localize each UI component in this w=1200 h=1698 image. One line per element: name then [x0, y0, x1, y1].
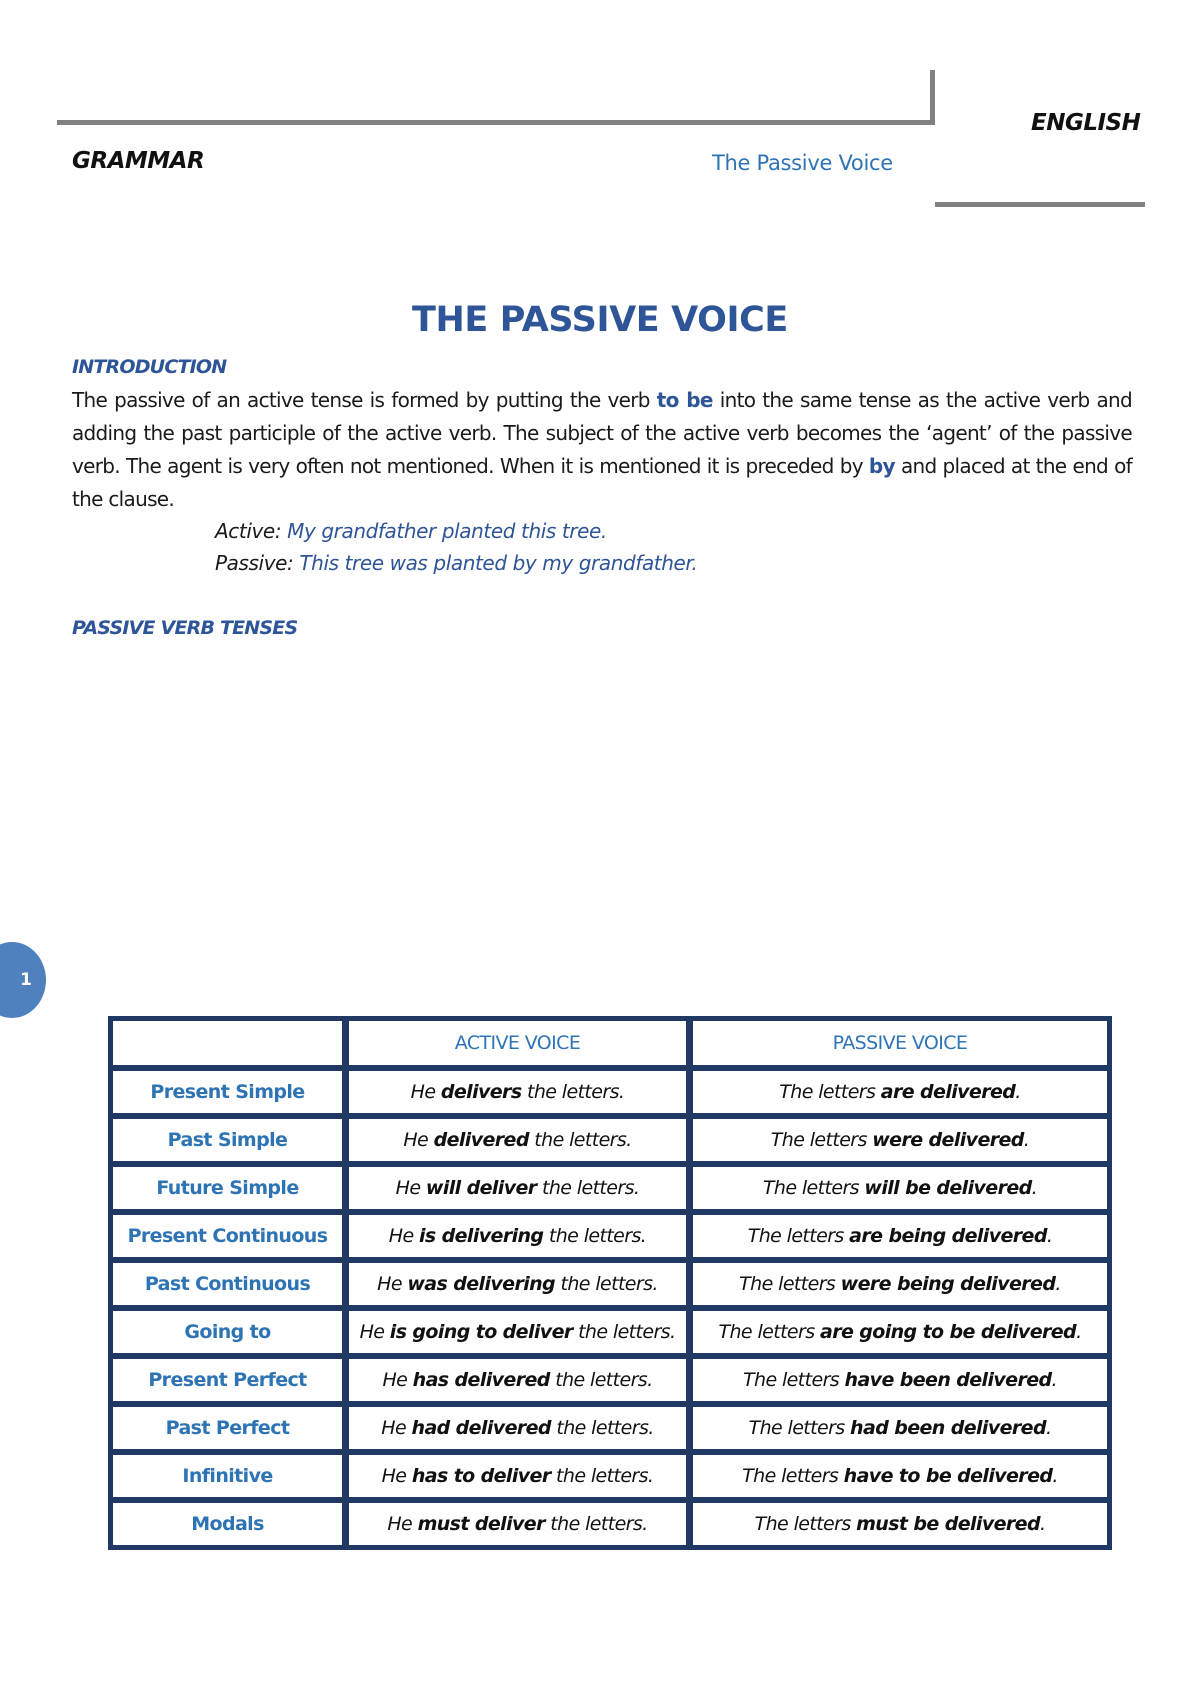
active-label: Active:: [215, 519, 288, 543]
active-sentence: My grandfather planted this tree.: [287, 519, 607, 543]
tense-name: Present Continuous: [111, 1213, 347, 1261]
verb-form: were being delivered: [840, 1273, 1056, 1295]
table-row: [111, 1501, 1109, 1547]
table-row: [111, 1117, 1109, 1165]
sentence-part: the letters.: [572, 1321, 676, 1343]
active-example-cell: [347, 1069, 691, 1117]
active-example-cell: [347, 1309, 691, 1357]
passive-verb-tenses-heading: PASSIVE VERB TENSES: [72, 617, 298, 639]
passive-example-cell: [691, 1501, 1109, 1547]
header-rule-top: [57, 120, 933, 125]
sentence-part: the letters.: [536, 1177, 640, 1199]
sentence-part: He: [388, 1225, 419, 1247]
sentence-part: the letters.: [544, 1513, 648, 1535]
passive-example-cell: [691, 1309, 1109, 1357]
table-row: [111, 1405, 1109, 1453]
verb-form: will deliver: [425, 1177, 537, 1199]
verb-form: delivers: [440, 1081, 522, 1103]
active-example-cell: [347, 1405, 691, 1453]
verb-form: has delivered: [412, 1369, 550, 1391]
table-row: [111, 1069, 1109, 1117]
sentence-part: the letters.: [528, 1129, 632, 1151]
sentence-part: The letters: [742, 1465, 844, 1487]
introduction-heading: INTRODUCTION: [72, 356, 227, 378]
sentence-part: The letters: [747, 1225, 850, 1247]
sentence-part: the letters.: [550, 1417, 654, 1439]
sentence-part: He: [382, 1369, 413, 1391]
table-row: [111, 1357, 1109, 1405]
verb-form: are delivered: [880, 1081, 1016, 1103]
table-header-passive: PASSIVE VOICE: [691, 1019, 1109, 1069]
passive-example-cell: [691, 1069, 1109, 1117]
intro-keyword-to-be: to be: [656, 388, 713, 412]
sentence-part: the letters.: [549, 1369, 653, 1391]
passive-example-cell: [691, 1117, 1109, 1165]
sentence-part: the letters.: [550, 1465, 654, 1487]
sentence-part: .: [1045, 1417, 1052, 1439]
verb-form: have to be delivered: [843, 1465, 1053, 1487]
active-example-cell: [347, 1501, 691, 1547]
passive-example-cell: [691, 1165, 1109, 1213]
sentence-part: He: [381, 1465, 412, 1487]
tense-name: Present Simple: [111, 1069, 347, 1117]
active-example-cell: [347, 1165, 691, 1213]
sentence-part: The letters: [754, 1513, 857, 1535]
header-rule-vertical: [930, 70, 935, 125]
page-number: 1: [20, 970, 32, 990]
sentence-part: The letters: [718, 1321, 820, 1343]
verb-form: are going to be delivered: [819, 1321, 1077, 1343]
sentence-part: He: [395, 1177, 426, 1199]
table-row: [111, 1213, 1109, 1261]
sentence-part: the letters.: [521, 1081, 625, 1103]
sentence-part: .: [1055, 1273, 1061, 1295]
page-number-badge: [0, 942, 46, 1018]
table-header-active: ACTIVE VOICE: [347, 1019, 691, 1069]
sentence-part: He: [403, 1129, 434, 1151]
intro-text-2: into the same tense as the active verb and adding the past participle of the active verb. The subject of the active verb becomes the ‘agent’ of the passive verb. The agent is very often not mentioned. When it is mentioned it is preceded by: [72, 388, 1132, 478]
sentence-part: the letters.: [555, 1273, 658, 1295]
tense-name: Infinitive: [111, 1453, 347, 1501]
active-example-cell: [347, 1357, 691, 1405]
intro-text-3: and placed at the end of the clause.: [72, 454, 1132, 511]
intro-keyword-by: by: [868, 454, 895, 478]
active-example-cell: [347, 1261, 691, 1309]
sentence-part: .: [1046, 1225, 1053, 1247]
tense-name: Going to: [111, 1309, 347, 1357]
tense-name: Future Simple: [111, 1165, 347, 1213]
passive-sentence: This tree was planted by my grandfather.: [299, 551, 698, 575]
sentence-part: .: [1051, 1369, 1057, 1391]
header-topic: The Passive Voice: [712, 151, 893, 175]
header-english: ENGLISH: [1031, 110, 1141, 136]
verb-form: were delivered: [872, 1129, 1024, 1151]
verb-form: had delivered: [411, 1417, 551, 1439]
sentence-part: the letters.: [543, 1225, 647, 1247]
table-row: [111, 1309, 1109, 1357]
passive-example-cell: [691, 1213, 1109, 1261]
verb-form: was delivering: [407, 1273, 556, 1295]
table-row: [111, 1453, 1109, 1501]
sentence-part: .: [1015, 1081, 1021, 1103]
tense-name: Past Perfect: [111, 1405, 347, 1453]
verb-form: has to deliver: [411, 1465, 551, 1487]
active-example-cell: [347, 1117, 691, 1165]
table-header-tense: [111, 1019, 347, 1069]
passive-tenses-table: [108, 1016, 1112, 1550]
table-header-row: [111, 1019, 1109, 1069]
verb-form: is delivering: [419, 1225, 544, 1247]
active-example-cell: [347, 1453, 691, 1501]
tense-name: Present Perfect: [111, 1357, 347, 1405]
header-grammar: GRAMMAR: [72, 148, 205, 174]
sentence-part: .: [1076, 1321, 1082, 1343]
active-example: [215, 519, 607, 543]
sentence-part: He: [381, 1417, 412, 1439]
sentence-part: The letters: [739, 1273, 841, 1295]
verb-form: will be delivered: [864, 1177, 1032, 1199]
table-row: [111, 1261, 1109, 1309]
sentence-part: He: [377, 1273, 408, 1295]
verb-form: delivered: [433, 1129, 529, 1151]
sentence-part: .: [1031, 1177, 1038, 1199]
tense-name: Past Simple: [111, 1117, 347, 1165]
table-row: [111, 1165, 1109, 1213]
passive-example-cell: [691, 1453, 1109, 1501]
sentence-part: The letters: [770, 1129, 873, 1151]
passive-example-cell: [691, 1357, 1109, 1405]
header-rule-right: [935, 202, 1145, 207]
sentence-part: He: [359, 1321, 390, 1343]
verb-form: had been delivered: [850, 1417, 1046, 1439]
verb-form: must deliver: [417, 1513, 545, 1535]
verb-form: are being delivered: [849, 1225, 1047, 1247]
page-title: THE PASSIVE VOICE: [412, 300, 788, 340]
sentence-part: He: [410, 1081, 441, 1103]
active-example-cell: [347, 1213, 691, 1261]
verb-form: is going to deliver: [389, 1321, 573, 1343]
sentence-part: He: [387, 1513, 418, 1535]
tense-name: Modals: [111, 1501, 347, 1547]
sentence-part: The letters: [779, 1081, 881, 1103]
passive-label: Passive:: [215, 551, 300, 575]
sentence-part: The letters: [743, 1369, 845, 1391]
tense-name: Past Continuous: [111, 1261, 347, 1309]
passive-example: [215, 551, 697, 575]
intro-text-1: The passive of an active tense is formed by putting the verb: [72, 388, 657, 412]
verb-form: have been delivered: [844, 1369, 1052, 1391]
sentence-part: The letters: [748, 1417, 851, 1439]
passive-example-cell: [691, 1405, 1109, 1453]
sentence-part: .: [1039, 1513, 1046, 1535]
sentence-part: The letters: [762, 1177, 865, 1199]
verb-form: must be delivered: [856, 1513, 1040, 1535]
passive-example-cell: [691, 1261, 1109, 1309]
sentence-part: .: [1023, 1129, 1030, 1151]
introduction-paragraph: [72, 384, 1132, 516]
sentence-part: .: [1052, 1465, 1058, 1487]
